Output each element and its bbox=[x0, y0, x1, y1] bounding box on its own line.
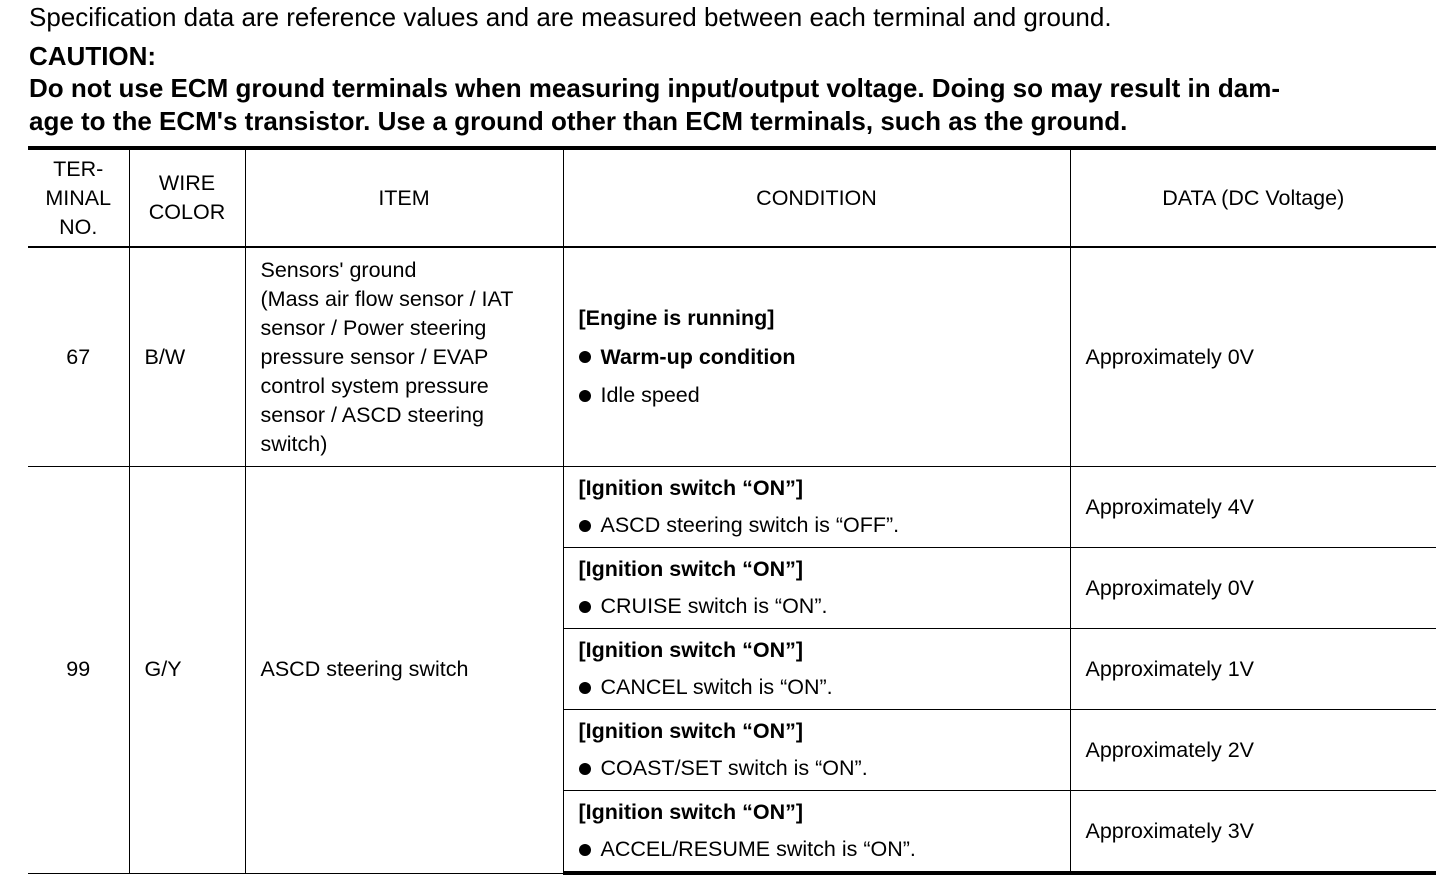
condition-item bbox=[579, 831, 1070, 868]
item-line: pressure sensor / EVAP bbox=[260, 344, 489, 369]
header-wire-line-1: WIRE bbox=[158, 171, 216, 195]
condition-heading: [Ignition switch “ON”] bbox=[578, 719, 804, 743]
condition-cell bbox=[563, 629, 1070, 710]
item-line: Sensors' ground bbox=[260, 257, 417, 282]
bullet-icon bbox=[579, 763, 591, 775]
bullet-icon bbox=[579, 601, 591, 613]
intro-text: Specification data are reference values and are measured between each terminal and ground. bbox=[29, 2, 1112, 32]
condition-item-text: COAST/SET switch is “ON”. bbox=[600, 756, 868, 780]
dc-voltage-value: Approximately 0V bbox=[1070, 247, 1436, 467]
bullet-icon bbox=[579, 682, 591, 694]
condition-item-text: CANCEL switch is “ON”. bbox=[600, 675, 833, 699]
wire-color: B/W bbox=[129, 247, 245, 467]
caution-line-1: Do not use ECM ground terminals when measuring input/output voltage. Doing so may result in dam- bbox=[29, 73, 1280, 103]
header-terminal-line-1: TER- bbox=[53, 156, 104, 181]
condition-item bbox=[579, 669, 1070, 706]
header-wire-color bbox=[129, 148, 245, 247]
bullet-icon bbox=[579, 844, 591, 856]
condition-item-text: CRUISE switch is “ON”. bbox=[600, 594, 828, 618]
bullet-icon bbox=[579, 390, 591, 402]
dc-voltage-value: Approximately 3V bbox=[1070, 791, 1436, 874]
item-line: sensor / ASCD steering bbox=[260, 402, 484, 427]
header-data: DATA (DC Voltage) bbox=[1070, 148, 1436, 247]
item-line: sensor / Power steering bbox=[260, 315, 487, 340]
table-row bbox=[28, 247, 1436, 467]
dc-voltage-value: Approximately 2V bbox=[1070, 710, 1436, 791]
item-line: (Mass air flow sensor / IAT bbox=[260, 286, 514, 311]
item-description bbox=[245, 247, 563, 467]
header-terminal-line-2: MINAL bbox=[45, 185, 112, 210]
header-terminal-no bbox=[28, 148, 129, 247]
dc-voltage-value: Approximately 1V bbox=[1070, 629, 1436, 710]
bullet-icon bbox=[579, 520, 591, 532]
item-line: switch) bbox=[260, 431, 328, 456]
bullet-icon bbox=[579, 351, 591, 363]
table-row bbox=[28, 467, 1436, 548]
condition-heading: [Ignition switch “ON”] bbox=[578, 638, 804, 662]
condition-heading: [Ignition switch “ON”] bbox=[578, 476, 804, 500]
condition-cell bbox=[563, 247, 1070, 467]
item-description: ASCD steering switch bbox=[245, 467, 563, 874]
caution-line-2: age to the ECM's transistor. Use a ground other than ECM terminals, such as the ground. bbox=[29, 106, 1128, 136]
condition-item bbox=[579, 376, 1070, 415]
table-header-row bbox=[28, 148, 1436, 247]
terminal-number: 67 bbox=[28, 247, 129, 467]
condition-item-text: Warm-up condition bbox=[600, 344, 796, 369]
condition-item-text: ASCD steering switch is “OFF”. bbox=[600, 513, 900, 537]
header-wire-line-2: COLOR bbox=[148, 200, 226, 224]
caution-title: CAUTION: bbox=[29, 41, 157, 71]
dc-voltage-value: Approximately 4V bbox=[1070, 467, 1436, 548]
condition-item-text: ACCEL/RESUME switch is “ON”. bbox=[600, 837, 916, 861]
condition-cell bbox=[563, 710, 1070, 791]
condition-item bbox=[579, 338, 1070, 377]
header-item: ITEM bbox=[245, 148, 563, 247]
dc-voltage-value: Approximately 0V bbox=[1070, 548, 1436, 629]
terminal-spec-table bbox=[28, 146, 1436, 875]
condition-item bbox=[579, 750, 1070, 787]
item-line: control system pressure bbox=[260, 373, 489, 398]
condition-heading: [Engine is running] bbox=[578, 306, 775, 331]
header-condition: CONDITION bbox=[563, 148, 1070, 247]
condition-heading: [Ignition switch “ON”] bbox=[578, 800, 804, 824]
condition-cell bbox=[563, 791, 1070, 874]
condition-item bbox=[579, 507, 1070, 544]
caution-text bbox=[29, 72, 1441, 138]
condition-cell bbox=[563, 548, 1070, 629]
condition-heading: [Ignition switch “ON”] bbox=[578, 557, 804, 581]
condition-item bbox=[579, 588, 1070, 625]
wire-color: G/Y bbox=[129, 467, 245, 874]
terminal-number: 99 bbox=[28, 467, 129, 874]
condition-cell bbox=[563, 467, 1070, 548]
condition-item-text: Idle speed bbox=[600, 383, 700, 408]
header-terminal-line-3: NO. bbox=[59, 214, 98, 239]
